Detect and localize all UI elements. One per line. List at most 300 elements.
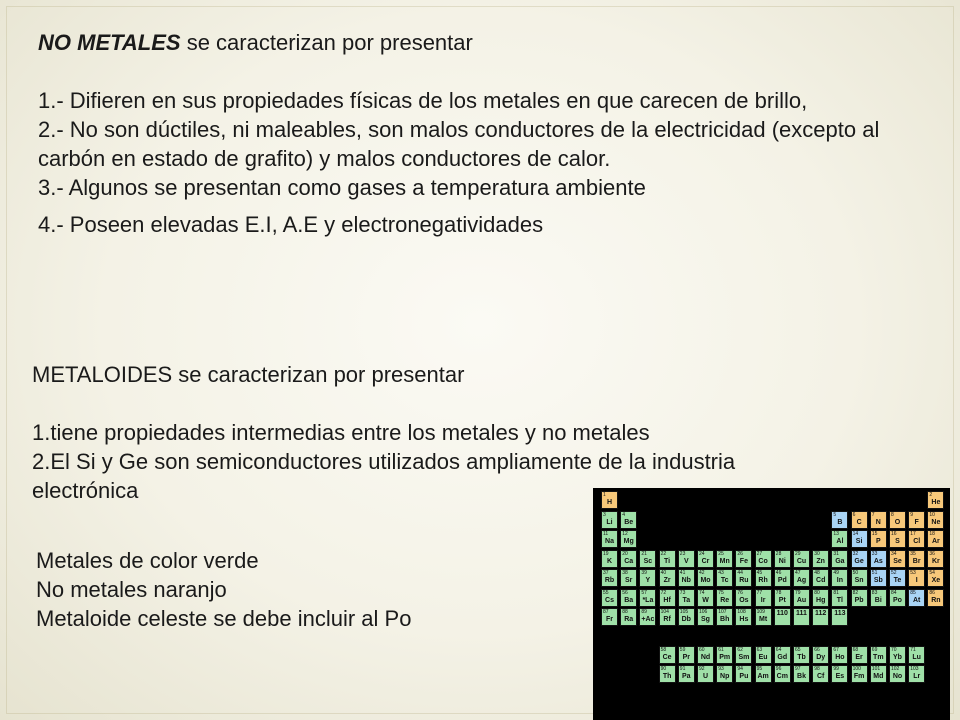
- element-number: 35: [910, 550, 916, 557]
- element-symbol: Co: [758, 557, 768, 565]
- element-number: 94: [737, 666, 743, 672]
- element-number: 16: [891, 531, 897, 537]
- element-cell-tc: [716, 569, 733, 587]
- element-cell-si: [851, 530, 868, 548]
- element-symbol: Sr: [624, 577, 633, 584]
- element-cell-ar: [927, 530, 944, 548]
- element-number: 50: [852, 570, 859, 576]
- element-number: 37: [603, 570, 609, 576]
- element-symbol: Fr: [606, 616, 613, 623]
- element-number: 84: [891, 589, 897, 596]
- element-symbol: Mn: [719, 557, 730, 565]
- element-symbol: Po: [893, 596, 902, 604]
- element-cell-mg: [620, 530, 637, 548]
- element-symbol: Ag: [796, 577, 807, 584]
- element-cell-br: [908, 550, 925, 568]
- element-symbol: Ni: [778, 557, 786, 565]
- element-number: 85: [910, 589, 916, 596]
- element-number: 12: [622, 531, 628, 537]
- element-cell-ti: [659, 550, 676, 568]
- element-symbol: Pt: [778, 596, 786, 604]
- element-symbol: Hg: [816, 596, 826, 604]
- element-symbol: No: [892, 673, 903, 680]
- element-symbol: P: [875, 538, 881, 545]
- element-number: 29: [795, 550, 801, 557]
- element-cell-ir: [755, 589, 772, 607]
- element-symbol: 110: [776, 610, 788, 617]
- metaloides-section: [32, 360, 812, 505]
- element-cell-eu: [755, 646, 772, 664]
- no-metales-section: [38, 28, 918, 239]
- element-cell-he: [927, 491, 944, 509]
- element-cell-ta: [678, 589, 695, 607]
- element-cell-tm: [870, 646, 887, 664]
- element-number: 69: [871, 646, 878, 653]
- element-cell-ac: [639, 608, 656, 626]
- element-number: 33: [871, 550, 878, 557]
- element-symbol: Pr: [682, 653, 690, 661]
- element-symbol: F: [914, 518, 919, 526]
- element-symbol: Hs: [739, 616, 749, 623]
- no-metales-heading: [38, 28, 918, 57]
- element-cell-gd: [774, 646, 791, 664]
- element-number: 98: [814, 666, 820, 672]
- element-number: 76: [737, 589, 743, 596]
- element-number: 90: [660, 666, 667, 672]
- legend-metaloides: Metaloide celeste se debe incluir al Po: [36, 606, 412, 631]
- element-number: 62: [737, 646, 743, 653]
- element-cell-er: [851, 646, 868, 664]
- element-cell-ho: [831, 646, 848, 664]
- element-number: 81: [833, 589, 839, 596]
- element-number: 108: [737, 609, 746, 615]
- element-cell-cl: [908, 530, 925, 548]
- element-symbol: Ti: [664, 557, 671, 565]
- element-cell-sr: [620, 569, 637, 587]
- element-symbol: Pm: [719, 653, 731, 661]
- element-cell-hs: [735, 608, 752, 626]
- element-number: 2: [929, 492, 933, 498]
- element-number: 44: [737, 570, 743, 576]
- element-cell-pt: [774, 589, 791, 607]
- element-cell-rn: [927, 589, 944, 607]
- element-symbol: Pb: [854, 596, 864, 604]
- element-symbol: Sm: [738, 653, 750, 661]
- element-number: 3: [603, 511, 606, 518]
- element-number: 89: [641, 609, 647, 615]
- element-symbol: Na: [605, 538, 614, 545]
- element-symbol: Cu: [796, 557, 807, 565]
- element-symbol: Ra: [624, 616, 634, 623]
- element-cell-mo: [697, 569, 714, 587]
- element-symbol: Sb: [873, 577, 883, 584]
- element-symbol: Cf: [816, 673, 825, 680]
- element-number: 59: [679, 646, 686, 653]
- element-symbol: Ar: [932, 538, 940, 545]
- element-symbol: Fm: [853, 673, 865, 680]
- element-cell-au: [793, 589, 810, 607]
- element-number: 95: [756, 666, 763, 672]
- element-cell-hg: [812, 589, 829, 607]
- element-number: 102: [891, 666, 900, 672]
- element-cell-sb: [870, 569, 887, 587]
- element-symbol: Sn: [854, 577, 864, 584]
- element-number: 7: [871, 511, 875, 518]
- element-symbol: B: [837, 518, 843, 526]
- element-number: 36: [929, 550, 935, 557]
- element-symbol: Be: [624, 518, 634, 526]
- element-symbol: Rh: [758, 577, 768, 584]
- element-number: 32: [852, 550, 859, 557]
- element-number: 74: [699, 589, 705, 596]
- element-symbol: Bk: [797, 673, 806, 680]
- periodic-table-image: [593, 488, 950, 720]
- element-symbol: Zn: [816, 557, 825, 565]
- element-number: 11: [603, 531, 609, 537]
- element-symbol: Eu: [758, 653, 768, 661]
- element-number: 23: [679, 550, 686, 557]
- element-number: 83: [871, 589, 878, 596]
- element-number: 26: [737, 550, 743, 557]
- element-number: 75: [718, 589, 724, 596]
- element-symbol: V: [683, 557, 689, 565]
- element-cell-am: [755, 665, 772, 683]
- element-symbol: In: [836, 577, 843, 584]
- element-cell-mt: [755, 608, 772, 626]
- element-cell-be: [620, 511, 637, 529]
- element-number: 100: [852, 666, 861, 672]
- element-symbol: Se: [893, 557, 902, 565]
- element-cell-o: [889, 511, 906, 529]
- element-symbol: Nd: [700, 653, 711, 661]
- element-symbol: Pd: [777, 577, 787, 584]
- element-number: 27: [756, 550, 763, 557]
- element-cell-ba: [620, 589, 637, 607]
- element-cell-zr: [659, 569, 676, 587]
- element-symbol: Br: [912, 557, 921, 565]
- element-cell-k: [601, 550, 618, 568]
- element-cell-xe: [927, 569, 944, 587]
- element-number: 80: [814, 589, 820, 596]
- element-number: 65: [795, 646, 801, 653]
- no-metales-heading-rest: se caracterizan por presentar: [180, 30, 473, 55]
- element-symbol: W: [702, 596, 709, 604]
- element-number: 57: [641, 589, 647, 596]
- element-symbol: *La: [642, 596, 654, 604]
- element-cell-110: [774, 608, 791, 626]
- element-cell-re: [716, 589, 733, 607]
- element-cell-la: [639, 589, 656, 607]
- element-number: 107: [718, 609, 727, 615]
- element-symbol: Cr: [701, 557, 710, 565]
- element-cell-c: [851, 511, 868, 529]
- element-cell-b: [831, 511, 848, 529]
- element-cell-ce: [659, 646, 676, 664]
- no-metales-item-2: 2.- No son dúctiles, ni maleables, son malos conductores de la electricidad (excepto al carbón en estado de grafito) y malos conductores de calor.: [38, 117, 880, 171]
- element-cell-nd: [697, 646, 714, 664]
- element-number: 54: [929, 570, 935, 576]
- element-cell-pa: [678, 665, 695, 683]
- element-cell-co: [755, 550, 772, 568]
- element-number: 17: [910, 531, 916, 537]
- element-cell-db: [678, 608, 695, 626]
- element-cell-w: [697, 589, 714, 607]
- element-cell-at: [908, 589, 925, 607]
- element-symbol: Tm: [873, 653, 884, 661]
- element-cell-v: [678, 550, 695, 568]
- element-symbol: Th: [662, 673, 672, 680]
- element-symbol: Tb: [797, 653, 806, 661]
- element-cell-kr: [927, 550, 944, 568]
- element-number: 55: [603, 589, 609, 596]
- element-number: 63: [756, 646, 763, 653]
- element-symbol: Ne: [931, 518, 941, 526]
- element-number: 82: [852, 589, 859, 596]
- element-number: 21: [641, 550, 647, 557]
- element-cell-sn: [851, 569, 868, 587]
- element-cell-113: [831, 608, 848, 626]
- metaloides-item-2: 2.El Si y Ge son semiconductores utilizados ampliamente de la industria electrónica: [32, 449, 736, 503]
- element-cell-es: [831, 665, 848, 683]
- element-cell-te: [889, 569, 906, 587]
- element-symbol: Pu: [739, 673, 749, 680]
- no-metales-heading-bold: NO METALES: [38, 30, 181, 55]
- element-number: 103: [910, 666, 919, 672]
- element-cell-tb: [793, 646, 810, 664]
- element-number: 39: [641, 570, 647, 576]
- element-cell-pu: [735, 665, 752, 683]
- element-number: 52: [891, 570, 897, 576]
- element-symbol: C: [856, 518, 862, 526]
- element-number: 31: [833, 550, 839, 557]
- element-cell-ra: [620, 608, 637, 626]
- element-cell-ne: [927, 511, 944, 529]
- element-cell-al: [831, 530, 848, 548]
- element-symbol: Mt: [759, 616, 768, 623]
- element-number: 86: [929, 589, 935, 596]
- element-symbol: K: [606, 557, 613, 565]
- element-symbol: Fe: [739, 557, 748, 565]
- element-symbol: Cm: [776, 673, 788, 680]
- element-cell-nb: [678, 569, 695, 587]
- element-symbol: Ir: [760, 596, 766, 604]
- element-number: 79: [795, 589, 801, 596]
- element-symbol: Y: [645, 577, 651, 584]
- element-number: 48: [814, 570, 820, 576]
- element-symbol: Ba: [624, 596, 634, 604]
- element-number: 66: [814, 646, 820, 653]
- element-symbol: Ge: [854, 557, 864, 565]
- element-cell-pr: [678, 646, 695, 664]
- element-cell-rf: [659, 608, 676, 626]
- element-cell-os: [735, 589, 752, 607]
- element-number: 8: [891, 511, 894, 518]
- element-number: 28: [775, 550, 782, 557]
- element-symbol: S: [895, 538, 900, 545]
- element-cell-dy: [812, 646, 829, 664]
- no-metales-item-1: 1.- Difieren en sus propiedades físicas de los metales en que carecen de brillo,: [38, 88, 808, 113]
- element-cell-se: [889, 550, 906, 568]
- element-number: 91: [679, 666, 686, 672]
- element-symbol: Mg: [623, 538, 634, 545]
- element-cell-np: [716, 665, 733, 683]
- element-symbol: +Ac: [641, 616, 655, 623]
- element-cell-h: [601, 491, 618, 509]
- element-number: 106: [699, 609, 708, 615]
- element-symbol: Re: [720, 596, 730, 604]
- no-metales-item-3: 3.- Algunos se presentan como gases a temperatura ambiente: [38, 175, 646, 200]
- element-symbol: Ru: [739, 577, 749, 584]
- element-number: 68: [852, 646, 859, 653]
- element-number: 67: [833, 646, 839, 653]
- element-symbol: Xe: [931, 577, 941, 584]
- element-cell-f: [908, 511, 925, 529]
- element-symbol: Er: [855, 653, 863, 661]
- element-symbol: 113: [834, 610, 846, 617]
- element-cell-ga: [831, 550, 848, 568]
- element-symbol: Cl: [913, 538, 921, 545]
- element-cell-fr: [601, 608, 618, 626]
- element-symbol: Kr: [932, 557, 940, 565]
- element-symbol: Es: [835, 673, 845, 680]
- element-symbol: Np: [720, 673, 730, 680]
- element-cell-as: [870, 550, 887, 568]
- element-number: 40: [660, 570, 667, 576]
- element-cell-s: [889, 530, 906, 548]
- element-number: 60: [699, 646, 705, 653]
- element-number: 4: [622, 511, 625, 518]
- element-cell-bi: [870, 589, 887, 607]
- element-number: 24: [699, 550, 705, 557]
- element-number: 18: [929, 531, 935, 537]
- element-number: 13: [833, 531, 839, 537]
- element-cell-li: [601, 511, 618, 529]
- element-symbol: Al: [836, 538, 844, 545]
- element-number: 101: [871, 666, 881, 672]
- element-number: 109: [756, 609, 765, 615]
- element-number: 30: [814, 550, 820, 557]
- element-number: 25: [718, 550, 724, 557]
- element-symbol: Ho: [835, 653, 845, 661]
- element-symbol: Tc: [720, 577, 729, 584]
- element-number: 5: [833, 511, 837, 518]
- element-number: 104: [660, 609, 669, 615]
- element-cell-ru: [735, 569, 752, 587]
- element-cell-ca: [620, 550, 637, 568]
- element-symbol: Ca: [624, 557, 634, 565]
- element-symbol: Si: [855, 538, 863, 545]
- element-cell-pd: [774, 569, 791, 587]
- element-symbol: N: [875, 518, 881, 526]
- element-cell-sm: [735, 646, 752, 664]
- element-symbol: Lu: [912, 653, 921, 661]
- element-number: 43: [718, 570, 724, 576]
- element-symbol: Cd: [816, 577, 826, 584]
- element-cell-cm: [774, 665, 791, 683]
- element-symbol: Mo: [700, 577, 711, 584]
- element-cell-lu: [908, 646, 925, 664]
- element-cell-y: [639, 569, 656, 587]
- element-cell-pb: [851, 589, 868, 607]
- element-cell-rh: [755, 569, 772, 587]
- element-cell-hf: [659, 589, 676, 607]
- element-number: 46: [775, 570, 782, 576]
- element-number: 20: [622, 550, 628, 557]
- element-symbol: Nb: [681, 577, 691, 584]
- element-cell-cr: [697, 550, 714, 568]
- element-symbol: Pa: [682, 673, 691, 680]
- element-symbol: Lr: [913, 673, 921, 680]
- element-symbol: Gd: [777, 653, 788, 661]
- element-symbol: Cs: [605, 596, 614, 604]
- element-number: 10: [929, 511, 935, 518]
- element-symbol: Os: [739, 596, 749, 604]
- element-symbol: He: [931, 499, 941, 506]
- element-symbol: Rf: [663, 616, 671, 623]
- element-cell-bk: [793, 665, 810, 683]
- element-number: 99: [833, 666, 839, 672]
- element-number: 15: [871, 531, 878, 537]
- element-number: 97: [795, 666, 801, 672]
- element-cell-cd: [812, 569, 829, 587]
- element-symbol: I: [915, 577, 918, 584]
- element-number: 61: [718, 646, 724, 653]
- metaloides-item-1: 1.tiene propiedades intermedias entre los metales y no metales: [32, 420, 650, 445]
- element-number: 22: [660, 550, 667, 557]
- element-symbol: Au: [796, 596, 807, 604]
- element-symbol: Am: [757, 673, 769, 680]
- element-cell-ni: [774, 550, 791, 568]
- element-number: 93: [718, 666, 724, 672]
- legend-no-metales: No metales naranjo: [36, 577, 227, 602]
- element-number: 96: [775, 666, 782, 672]
- element-cell-yb: [889, 646, 906, 664]
- element-cell-in: [831, 569, 848, 587]
- element-number: 47: [795, 570, 801, 576]
- element-cell-po: [889, 589, 906, 607]
- element-symbol: Yb: [893, 653, 902, 661]
- element-symbol: Bi: [874, 596, 882, 604]
- element-number: 51: [871, 570, 878, 576]
- element-symbol: Sc: [643, 557, 653, 565]
- element-number: 92: [699, 666, 705, 672]
- element-number: 78: [775, 589, 782, 596]
- element-symbol: 111: [796, 610, 807, 617]
- element-symbol: Zr: [663, 577, 671, 584]
- element-number: 58: [660, 646, 667, 653]
- element-cell-zn: [812, 550, 829, 568]
- element-symbol: O: [894, 518, 901, 526]
- element-number: 45: [756, 570, 763, 576]
- element-symbol: As: [873, 557, 883, 565]
- element-number: 34: [891, 550, 897, 557]
- element-cell-u: [697, 665, 714, 683]
- element-cell-p: [870, 530, 887, 548]
- element-symbol: Tl: [836, 596, 843, 604]
- element-cell-ge: [851, 550, 868, 568]
- element-number: 56: [622, 589, 628, 596]
- element-number: 70: [891, 646, 897, 653]
- element-number: 53: [910, 570, 916, 576]
- element-cell-pm: [716, 646, 733, 664]
- element-number: 42: [699, 570, 705, 576]
- element-cell-md: [870, 665, 887, 683]
- element-symbol: Md: [873, 673, 884, 680]
- element-symbol: Li: [606, 518, 613, 526]
- element-symbol: U: [702, 673, 709, 680]
- element-number: 71: [910, 646, 916, 653]
- color-legend: [36, 546, 556, 633]
